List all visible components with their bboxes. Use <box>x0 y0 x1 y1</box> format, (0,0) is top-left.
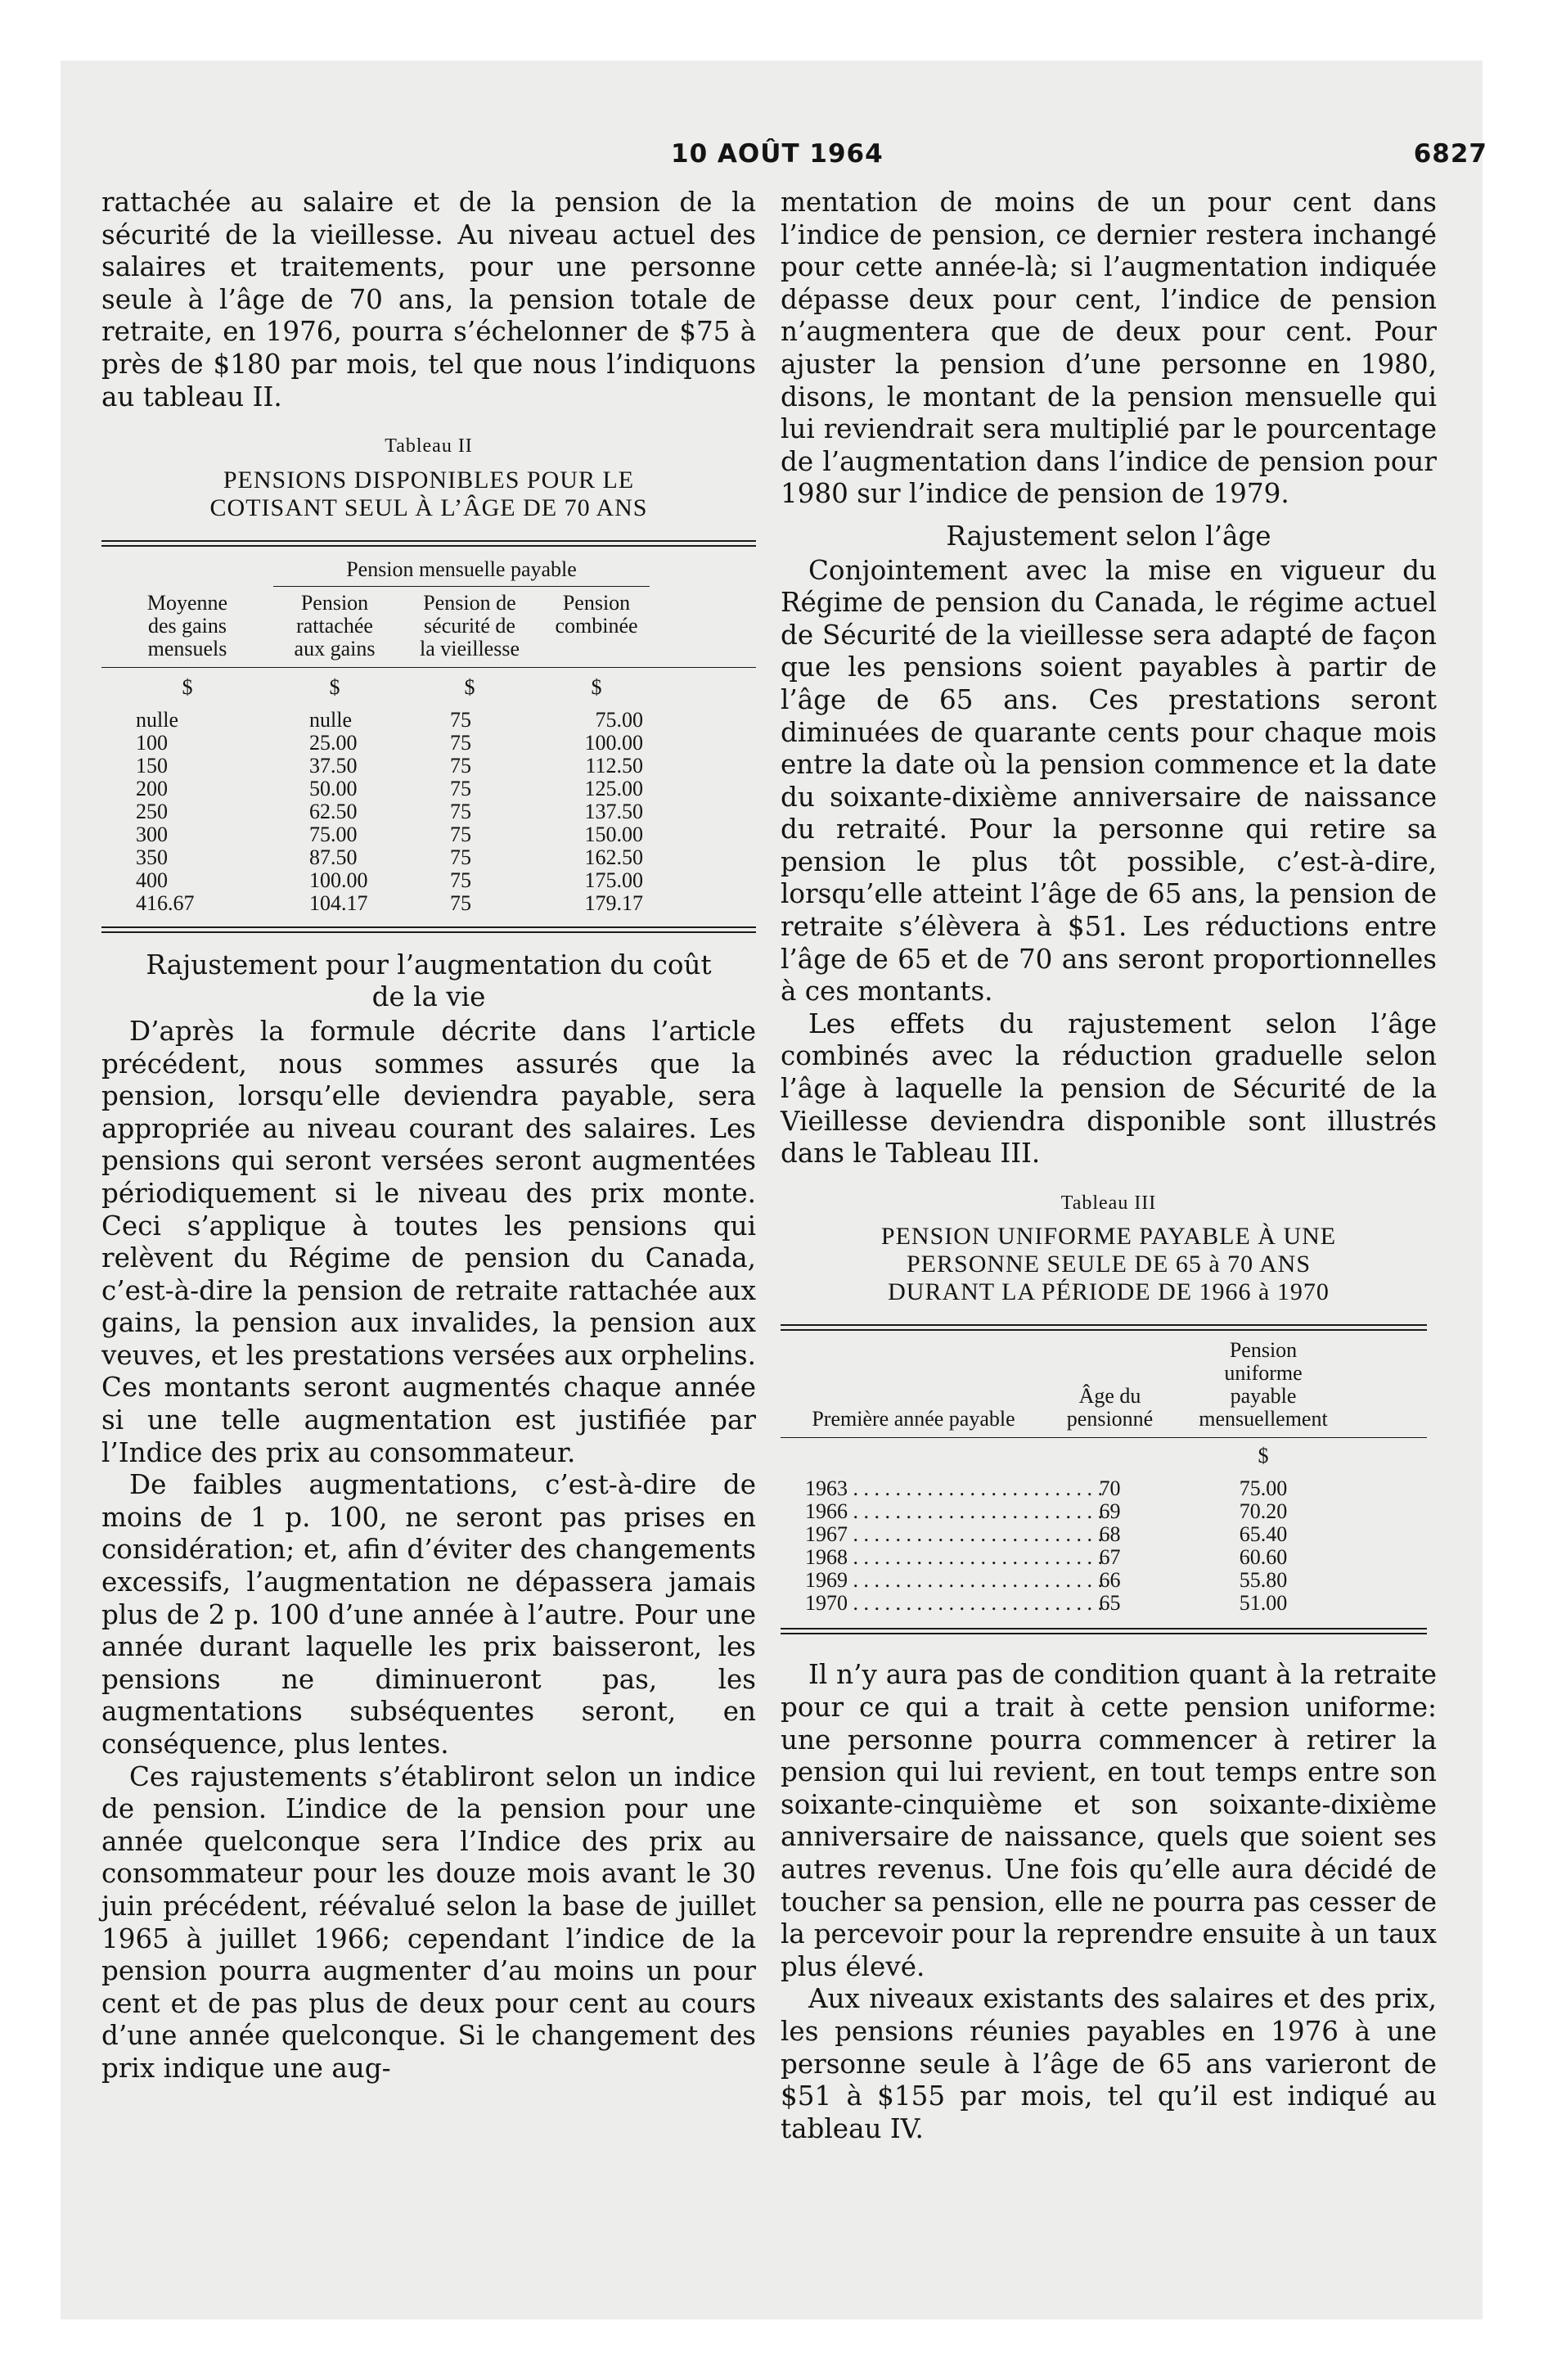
table-row <box>101 823 756 846</box>
table-cell: 75.00 <box>595 707 643 732</box>
table-row <box>781 1477 1427 1500</box>
column-header: Pension rattachée aux gains <box>294 590 376 660</box>
table-cell: 70 <box>1099 1476 1121 1501</box>
table-cell: 87.50 <box>309 845 358 869</box>
table-cell: 100.00 <box>584 730 643 755</box>
table-cell: 100 <box>136 730 168 755</box>
left-column <box>101 187 756 2085</box>
table-cell: 51.00 <box>1239 1591 1288 1616</box>
table-body <box>781 1477 1427 1615</box>
table-row <box>101 846 756 869</box>
table-cell: 75 <box>450 890 471 915</box>
table-row <box>101 800 756 823</box>
table-caption: Tableau III <box>1060 1192 1157 1214</box>
table-cell: 75 <box>450 799 471 823</box>
leader-dots: . . . . . . . . . . . . . . . . . . . . . . . . <box>848 1591 1103 1616</box>
table-row <box>101 869 756 892</box>
table-cell: 75 <box>450 868 471 892</box>
table-body <box>101 709 756 915</box>
paragraph: Conjointement avec la mise en vigueur du Régime de pension du Canada, le régime actuel de Sécurité de la vieillesse sera adapté de façon que les pensions soient payables à partir de l’âge de 65 ans. Ces prestations seront diminuées de quarante cents pour chaque mois entre la date où la pension commence et la date du soixante-dixième anniversaire de naissance du retraité. Pour la personne qui retire sa pension le plus tôt possible, c’est-à-dire, lorsqu’elle atteint l’âge de 65 ans, la pension de retraite s’élèvera à $51. Les réductions entre l’âge de 65 et de 70 ans seront proportionnelles à ces montants. <box>781 554 1437 1007</box>
table-cell: 150.00 <box>584 822 643 846</box>
column-header: Moyenne des gains mensuels <box>146 590 228 660</box>
column-header: Pension de sécurité de la vieillesse <box>419 590 520 660</box>
table-cell: 75 <box>450 753 471 778</box>
section-heading: Rajustement pour l’augmentation du coût de la vie <box>146 949 712 1013</box>
table-cell: 75.00 <box>309 822 358 846</box>
table-cell: 350 <box>136 845 168 869</box>
table-cell: 69 <box>1099 1499 1121 1524</box>
column-header: Pension uniforme payable mensuellement <box>1199 1338 1328 1431</box>
table-header-row <box>101 592 756 660</box>
leader-dots: . . . . . . . . . . . . . . . . . . . . . . . . <box>848 1499 1103 1524</box>
paragraph: rattachée au salaire et de la pension de la sécurité de la vieillesse. Au niveau actuel des salaires et traitements, pour une personne seule à l’âge de 70 ans, la pension totale de retraite, en 1976, pourra s’échelonner de $75 à près de $180 par mois, tel que nous l’indiquons au tableau II. <box>101 187 756 412</box>
paragraph: D’après la formule décrite dans l’article précédent, nous sommes assurés que la pension, lorsqu’elle deviendra payable, sera appropriée au niveau courant des salaires. Les pensions qui seront versées seront augmentées périodiquement si le niveau des prix monte. Ceci s’applique à toutes les pensions qui relèvent du Régime de pension du Canada, c’est-à-dire la pension de retraite rattachée aux gains, la pension aux invalides, la pension aux veuves, et les prestations versées aux orphelins. Ces montants seront augmentés chaque année si une telle augmentation est justifiée par l’Indice des prix au consommateur. <box>101 1015 756 1468</box>
paragraph: De faibles augmentations, c’est-à-dire de moins de 1 p. 100, ne seront pas prises en considération; et, afin d’éviter des changements excessifs, l’augmentation ne dépassera jamais plus de 2 p. 100 d’une année à l’autre. Pour une année durant laquelle les prix baisseront, les pensions ne diminueront pas, les augmentations subséquentes seront, en conséquence, plus lentes. <box>101 1469 756 1760</box>
table-cell: 1969 . . . . . . . . . . . . . . . . . . . . . . . . <box>805 1568 1103 1593</box>
table-row <box>101 755 756 778</box>
table-cell: 112.50 <box>585 753 643 778</box>
right-column <box>781 187 1437 2145</box>
table-cell: 162.50 <box>584 845 643 869</box>
table-cell: 175.00 <box>584 868 643 892</box>
table-caption: Tableau II <box>385 435 473 458</box>
table-cell: 65.40 <box>1239 1522 1288 1547</box>
table-cell: 75.00 <box>1239 1476 1288 1501</box>
table-cell: 70.20 <box>1239 1499 1288 1524</box>
table-cell: 62.50 <box>309 799 358 823</box>
table-cell: 68 <box>1099 1522 1121 1547</box>
table-cell: 137.50 <box>584 799 643 823</box>
column-header: Pension combinée <box>555 590 638 638</box>
table-cell: nulle <box>136 707 178 732</box>
table-row <box>781 1592 1427 1615</box>
table-cell: 55.80 <box>1239 1568 1288 1593</box>
table-row <box>781 1500 1427 1523</box>
column-header: Âge du pensionné <box>1066 1384 1154 1431</box>
leader-dots: . . . . . . . . . . . . . . . . . . . . . . . . <box>848 1476 1103 1501</box>
table-row <box>101 778 756 800</box>
table-cell: 75 <box>450 845 471 869</box>
paragraph: Ces rajustements s’établiront selon un indice de pension. L’indice de la pension pour une année quelconque sera l’Indice des prix au consommateur pour les douze mois avant le 30 juin précédent, réévalué selon la base de juillet 1965 à juillet 1966; cependant l’indice de la pension pourra augmenter d’au moins un pour cent et de pas plus de deux pour cent au cours d’une année quelconque. Si le changement des prix indique une aug- <box>101 1760 756 2084</box>
page-number: 6827 <box>1413 139 1487 169</box>
table-cell: nulle <box>309 707 352 732</box>
table-cell: 66 <box>1099 1568 1121 1593</box>
table-cell: 125.00 <box>584 776 643 800</box>
table-cell: 75 <box>450 822 471 846</box>
table-cell: 25.00 <box>309 730 358 755</box>
table-cell: 104.17 <box>309 890 368 915</box>
table-row <box>101 709 756 732</box>
paragraph: Les effets du rajustement selon l’âge combinés avec la réduction graduelle selon l’âge à laquelle la pension de Sécurité de la Vieillesse deviendra disponible sont illustrés dans le Tableau III. <box>781 1007 1437 1170</box>
table-cell: 400 <box>136 868 168 892</box>
table-row <box>101 892 756 915</box>
paragraph: mentation de moins de un pour cent dans l’indice de pension, ce dernier restera inchangé pour cette année-là; si l’augmentation indiquée dépasse deux pour cent, l’indice de pension n’augmentera que de deux pour cent. Pour ajuster la pension d’une personne en 1980, disons, le montant de la pension mensuelle qui lui reviendrait sera multiplié par le pourcentage de l’augmentation dans l’indice de pension pour 1980 sur l’indice de pension de 1979. <box>781 187 1437 510</box>
table-cell: 200 <box>136 776 168 800</box>
table-row <box>781 1569 1427 1592</box>
table-title: PENSION UNIFORME PAYABLE À UNE PERSONNE SEULE DE 65 à 70 ANS DURANT LA PÉRIODE DE 1966 à 1970 <box>880 1223 1337 1306</box>
section-heading: Rajustement selon l’âge <box>946 520 1271 552</box>
uniform-pension-table <box>781 1324 1427 1634</box>
table-cell: 250 <box>136 799 168 823</box>
table-cell: 300 <box>136 822 168 846</box>
table-cell: 75 <box>450 707 471 732</box>
currency-row: $ <box>1258 1444 1269 1468</box>
table-cell: 1967 . . . . . . . . . . . . . . . . . . . . . . . . <box>805 1522 1103 1547</box>
table-row <box>781 1546 1427 1569</box>
table-cell: 1963 . . . . . . . . . . . . . . . . . . . . . . . . <box>805 1476 1103 1501</box>
leader-dots: . . . . . . . . . . . . . . . . . . . . . . . . <box>848 1522 1103 1547</box>
table-cell: 60.60 <box>1239 1545 1288 1570</box>
table-cell: 1968 . . . . . . . . . . . . . . . . . . . . . . . . <box>805 1545 1103 1570</box>
leader-dots: . . . . . . . . . . . . . . . . . . . . . . . . <box>848 1545 1103 1570</box>
table-cell: 75 <box>450 776 471 800</box>
table-cell: 37.50 <box>309 753 358 778</box>
currency-row: $ $ $ $ <box>182 674 602 699</box>
table-cell: 416.67 <box>136 890 195 915</box>
table-cell: 75 <box>450 730 471 755</box>
paragraph: Il n’y aura pas de condition quant à la retraite pour ce qui a trait à cette pension uniforme: une personne pourra commencer à retirer la pension qui lui revient, en tout temps entre son soixante-cinquième et son soixante-dixième anniversaire de naissance, quels que soient ses autres revenus. Une fois qu’elle aura décidé de toucher sa pension, elle ne pourra pas cesser de la percevoir pour la reprendre ensuite à un taux plus élevé. <box>781 1659 1437 1982</box>
column-header: Première année payable <box>812 1407 1015 1431</box>
page-date: 10 AOÛT 1964 <box>671 139 884 169</box>
table-cell: 1970 . . . . . . . . . . . . . . . . . . . . . . . . <box>805 1591 1103 1616</box>
pension-table <box>101 540 756 933</box>
table-title: PENSIONS DISPONIBLES POUR LE COTISANT SEUL À L’ÂGE DE 70 ANS <box>209 466 648 521</box>
table-row <box>781 1523 1427 1546</box>
table-cell: 65 <box>1099 1591 1121 1616</box>
paragraph: Aux niveaux existants des salaires et des prix, les pensions réunies payables en 1976 à une personne seule à l’âge de 65 ans varieront de $51 à $155 par mois, tel qu’il est indiqué au tableau IV. <box>781 1983 1437 2144</box>
table-cell: 67 <box>1099 1545 1121 1570</box>
table-cell: 100.00 <box>309 868 368 892</box>
leader-dots: . . . . . . . . . . . . . . . . . . . . . . . . <box>848 1568 1103 1593</box>
table-cell: 50.00 <box>309 776 358 800</box>
table-header-row <box>781 1339 1427 1431</box>
table-cell: 1966 . . . . . . . . . . . . . . . . . . . . . . . . <box>805 1499 1103 1524</box>
table-cell: 150 <box>136 753 168 778</box>
table-cell: 179.17 <box>584 890 643 915</box>
table-row <box>101 732 756 755</box>
table-group-header: Pension mensuelle payable <box>346 557 577 581</box>
